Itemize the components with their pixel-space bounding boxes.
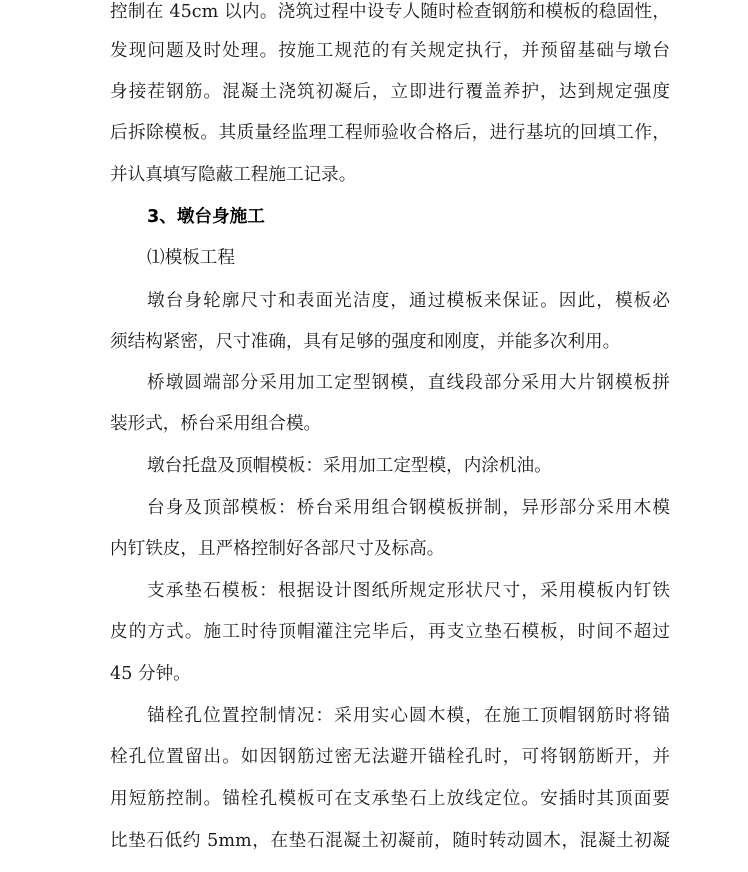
paragraph-line-4: 装形式，桥台采用组合模。 [110, 414, 322, 434]
intro-line-5: 并认真填写隐蔽工程施工记录。 [110, 165, 357, 185]
section-heading: 3、墩台身施工 [147, 207, 265, 227]
subsection-heading: ⑴模板工程 [147, 248, 235, 268]
paragraph-line-6: 台身及顶部模板：桥台采用组合钢模板拼制，异形部分采用木模 [147, 498, 670, 518]
paragraph-line-13: 用短筋控制。锚栓孔模板可在支承垫石上放线定位。安插时其顶面要 [110, 789, 670, 809]
intro-line-1: 控制在 45cm 以内。浇筑过程中设专人随时检查钢筋和模板的稳固性， [110, 2, 670, 22]
paragraph-line-14: 比垫石低约 5mm，在垫石混凝土初凝前，随时转动圆木，混凝土初凝 [110, 831, 670, 851]
paragraph-line-7: 内钉铁皮，且严格控制好各部尺寸及标高。 [110, 539, 445, 559]
paragraph-line-11: 锚栓孔位置控制情况：采用实心圆木模，在施工顶帽钢筋时将锚 [147, 706, 670, 726]
paragraph-line-10: 45 分钟。 [110, 664, 191, 684]
intro-line-2: 发现问题及时处理。按施工规范的有关规定执行，并预留基础与墩台 [110, 41, 670, 61]
intro-line-4: 后拆除模板。其质量经监理工程师验收合格后，进行基坑的回填工作， [110, 123, 670, 143]
paragraph-line-2: 须结构紧密，尺寸准确，具有足够的强度和刚度，并能多次利用。 [110, 332, 621, 352]
paragraph-line-1: 墩台身轮廓尺寸和表面光洁度，通过模板来保证。因此，模板必 [147, 291, 670, 311]
intro-line-3: 身接茬钢筋。混凝土浇筑初凝后，立即进行覆盖养护，达到规定强度 [110, 82, 670, 102]
paragraph-line-12: 栓孔位置留出。如因钢筋过密无法避开锚栓孔时，可将钢筋断开，并 [110, 747, 670, 767]
paragraph-line-5: 墩台托盘及顶帽模板：采用加工定型模，内涂机油。 [147, 456, 552, 476]
paragraph-line-9: 皮的方式。施工时待顶帽灌注完毕后，再支立垫石模板，时间不超过 [110, 622, 670, 642]
paragraph-line-3: 桥墩圆端部分采用加工定型钢模，直线段部分采用大片钢模板拼 [147, 373, 670, 393]
paragraph-line-8: 支承垫石模板：根据设计图纸所规定形状尺寸，采用模板内钉铁 [147, 581, 670, 601]
